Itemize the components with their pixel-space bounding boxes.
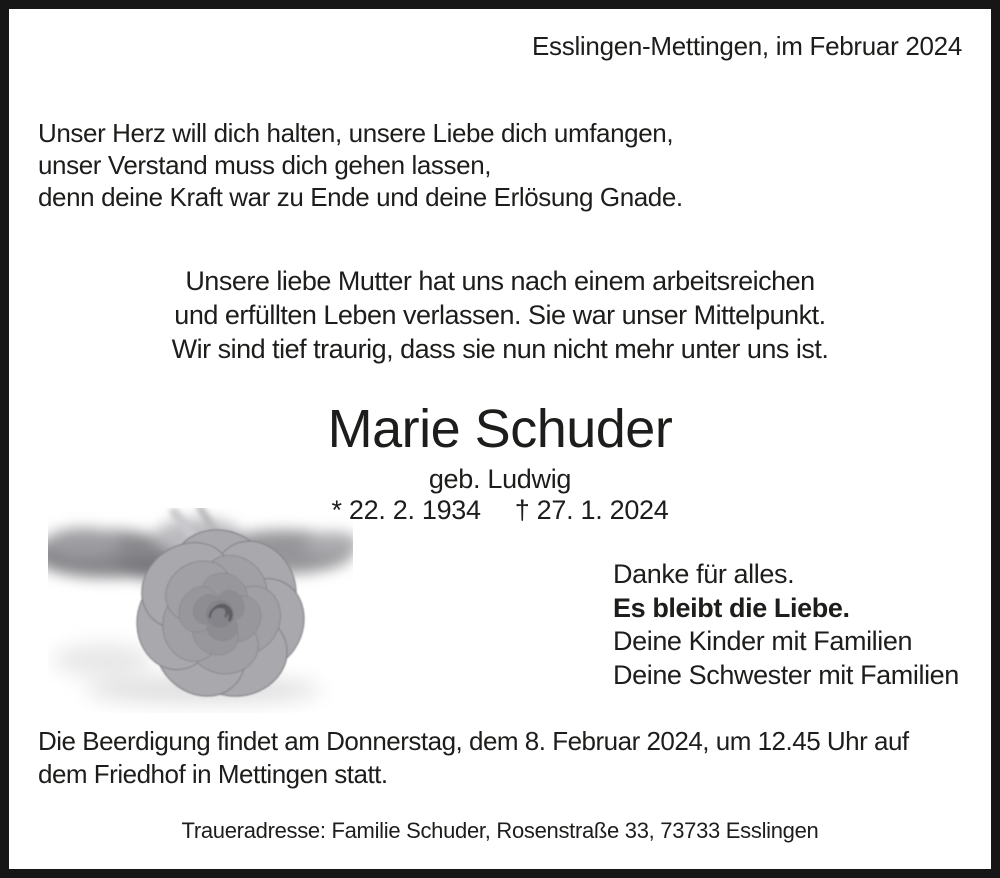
farewell-line-2: Es bleibt die Liebe.	[613, 592, 850, 623]
funeral-line-2: dem Friedhof in Mettingen statt.	[38, 759, 388, 789]
intro-line-2: und erfüllten Leben verlassen. Sie war unser Mittelpunkt.	[174, 300, 826, 330]
verse-line-1: Unser Herz will dich halten, unsere Liebe dich umfangen,	[38, 118, 674, 148]
dateline: Esslingen-Mettingen, im Februar 2024	[532, 31, 962, 61]
memorial-verse	[38, 117, 683, 213]
rose-image	[48, 508, 353, 713]
death-date: † 27. 1. 2024	[514, 495, 669, 525]
rose-photo	[48, 508, 353, 713]
funeral-announcement	[38, 725, 909, 791]
deceased-name: Marie Schuder	[327, 399, 673, 459]
farewell-line-4: Deine Schwester mit Familien	[613, 659, 959, 690]
verse-line-2: unser Verstand muss dich gehen lassen,	[38, 150, 492, 180]
intro-line-3: Wir sind tief traurig, dass sie nun nicht mehr unter uns ist.	[171, 334, 829, 364]
farewell-line-1: Danke für alles.	[613, 559, 795, 589]
farewell-block	[613, 558, 959, 692]
birth-date: * 22. 2. 1934	[331, 495, 481, 525]
intro-line-1: Unsere liebe Mutter hat uns nach einem arbeitsreichen	[185, 266, 815, 296]
maiden-name: geb. Ludwig	[428, 464, 572, 494]
funeral-line-1: Die Beerdigung findet am Donnerstag, dem 8. Februar 2024, um 12.45 Uhr auf	[38, 726, 909, 756]
intro-paragraph	[0, 264, 1000, 366]
verse-line-3: denn deine Kraft war zu Ende und deine Erlösung Gnade.	[38, 182, 683, 212]
farewell-line-3: Deine Kinder mit Familien	[613, 626, 913, 656]
mourning-address: Traueradresse: Familie Schuder, Rosenstraße 33, 73733 Esslingen	[181, 818, 819, 843]
